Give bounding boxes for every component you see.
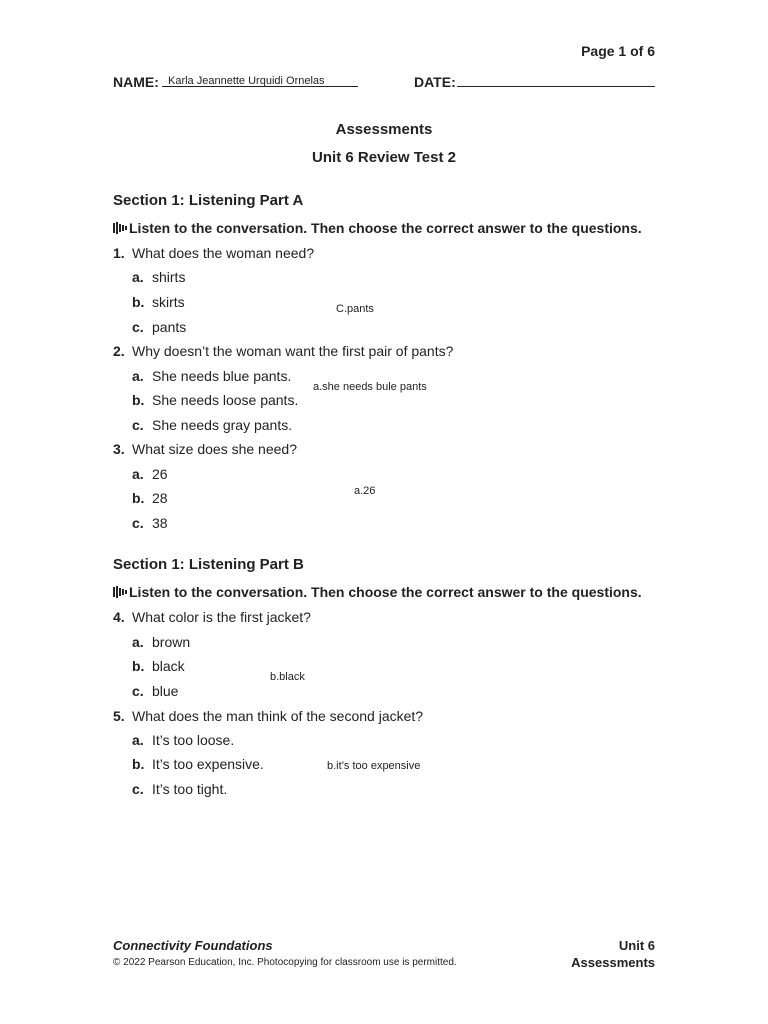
option-2a [132, 368, 291, 384]
question-number: 5. [113, 708, 125, 724]
option-text: She needs blue pants. [152, 368, 292, 384]
option-letter: c. [132, 683, 144, 699]
option-5b [132, 756, 264, 772]
option-4a [132, 634, 190, 650]
audio-icon [113, 586, 127, 598]
option-text: She needs loose pants. [152, 392, 299, 408]
question-number: 3. [113, 441, 125, 457]
option-letter: c. [132, 515, 144, 531]
question-text: What size does she need? [132, 441, 297, 457]
answer-4[interactable]: b.black [270, 671, 305, 683]
question-5 [113, 708, 423, 724]
question-text: What color is the first jacket? [132, 609, 311, 625]
footer-unit: Unit 6 [618, 938, 655, 953]
option-3c [132, 515, 168, 531]
option-letter: a. [132, 732, 144, 748]
date-field[interactable] [457, 71, 655, 87]
option-4b [132, 658, 185, 674]
page-subtitle: Unit 6 Review Test 2 [312, 149, 456, 166]
name-label: NAME: [113, 74, 159, 90]
question-number: 2. [113, 343, 125, 359]
option-3a [132, 466, 168, 482]
option-text: blue [152, 683, 179, 699]
section-heading-part-b: Section 1: Listening Part B [113, 556, 304, 573]
question-1 [113, 245, 314, 261]
footer-label: Assessments [571, 955, 655, 970]
option-4c [132, 683, 178, 699]
option-letter: c. [132, 417, 144, 433]
question-text: Why doesn’t the woman want the first pair of pants? [132, 343, 454, 359]
option-3b [132, 490, 168, 506]
question-4 [113, 609, 311, 625]
section-heading-part-a: Section 1: Listening Part A [113, 192, 304, 209]
option-text: skirts [152, 294, 185, 310]
option-letter: b. [132, 392, 145, 408]
question-text: What does the woman need? [132, 245, 315, 261]
option-letter: b. [132, 756, 145, 772]
instruction-part-a [113, 220, 642, 236]
page-number: Page 1 of 6 [581, 43, 655, 59]
question-2 [113, 343, 453, 359]
option-text: brown [152, 634, 191, 650]
answer-3[interactable]: a.26 [354, 485, 376, 497]
option-letter: a. [132, 368, 144, 384]
option-1c [132, 319, 186, 335]
instruction-part-b [113, 584, 642, 600]
option-letter: c. [132, 781, 144, 797]
option-1a [132, 269, 185, 285]
name-value: Karla Jeannette Urquidi Ornelas [168, 75, 325, 87]
option-text: It’s too loose. [152, 732, 235, 748]
option-text: She needs gray pants. [152, 417, 293, 433]
option-2b [132, 392, 298, 408]
footer-copyright: © 2022 Pearson Education, Inc. Photocopying for classroom use is permitted. [113, 957, 457, 968]
answer-5[interactable]: b.it’s too expensive [327, 760, 421, 772]
question-3 [113, 441, 297, 457]
option-text: 38 [152, 515, 168, 531]
date-label: DATE: [414, 74, 456, 90]
instruction-text: Listen to the conversation. Then choose the correct answer to the questions. [129, 220, 642, 236]
name-field[interactable] [162, 71, 358, 87]
option-text: black [152, 658, 185, 674]
question-text: What does the man think of the second jacket? [132, 708, 424, 724]
answer-1[interactable]: C.pants [336, 303, 374, 315]
option-text: It’s too expensive. [152, 756, 264, 772]
option-5a [132, 732, 234, 748]
option-text: shirts [152, 269, 186, 285]
option-letter: a. [132, 269, 144, 285]
page-title: Assessments [335, 121, 433, 138]
option-text: 26 [152, 466, 168, 482]
footer-book-title: Connectivity Foundations [113, 938, 273, 953]
option-2c [132, 417, 292, 433]
option-letter: b. [132, 658, 145, 674]
option-letter: b. [132, 294, 145, 310]
option-text: It’s too tight. [152, 781, 228, 797]
instruction-text: Listen to the conversation. Then choose the correct answer to the questions. [129, 584, 642, 600]
answer-2[interactable]: a.she needs bule pants [313, 381, 427, 393]
option-letter: b. [132, 490, 145, 506]
option-letter: c. [132, 319, 144, 335]
option-5c [132, 781, 227, 797]
option-letter: a. [132, 466, 144, 482]
question-number: 1. [113, 245, 125, 261]
audio-icon [113, 222, 127, 234]
option-1b [132, 294, 185, 310]
option-text: 28 [152, 490, 168, 506]
option-letter: a. [132, 634, 144, 650]
question-number: 4. [113, 609, 125, 625]
option-text: pants [152, 319, 187, 335]
